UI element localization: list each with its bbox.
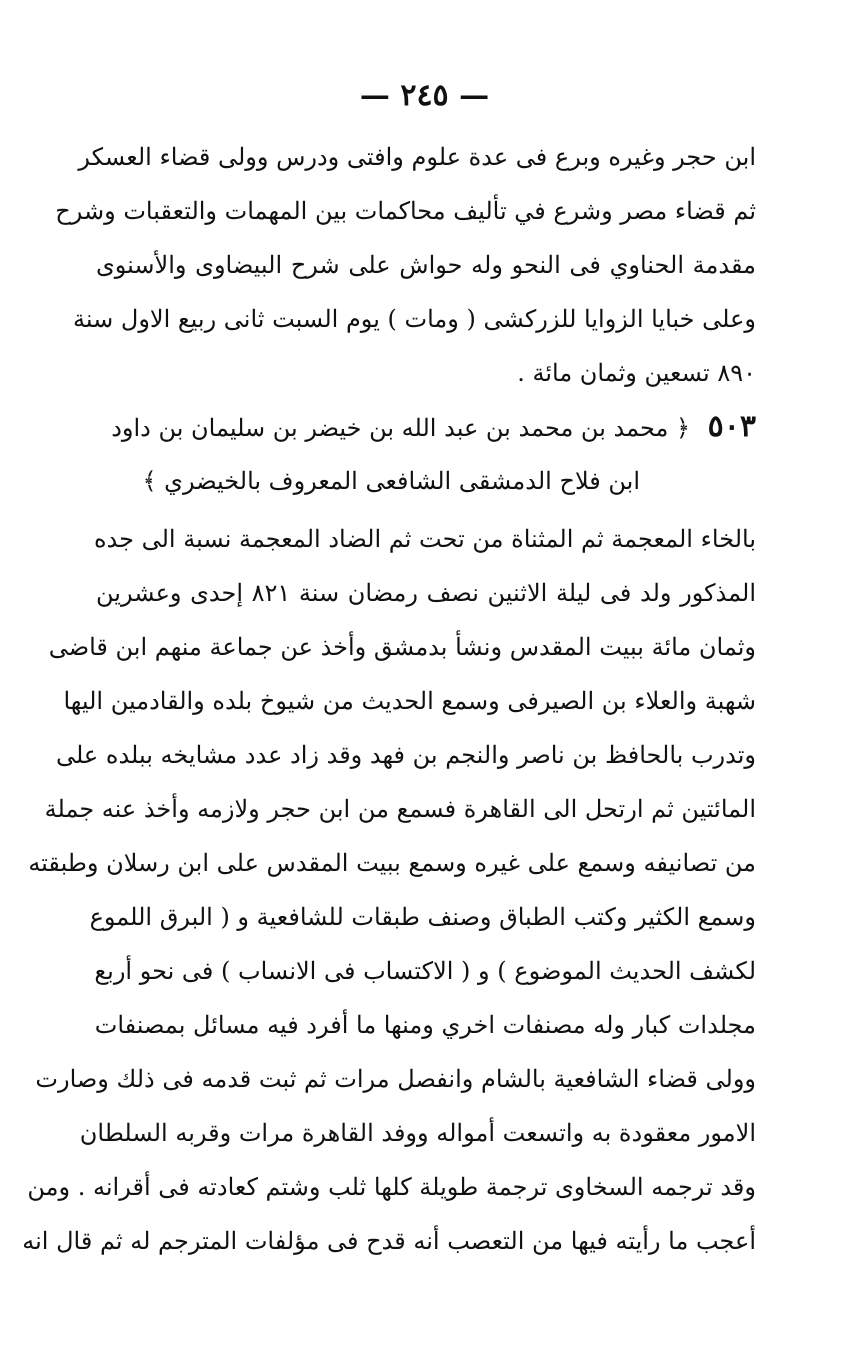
text-line: من تصانيفه وسمع على غيره وسمع ببيت المقدس على ابن رسلان وطبقته <box>28 849 756 877</box>
text-line: وولى قضاء الشافعية بالشام وانفصل مرات ثم ثبت قدمه فى ذلك وصارت <box>35 1065 756 1093</box>
text-line: ٨٩٠ تسعين وثمان مائة . <box>517 359 756 387</box>
text-line: ابن حجر وغيره وبرع فى عدة علوم وافتى ودرس وولى قضاء العسكر <box>78 143 756 171</box>
text-line: المائتين ثم ارتحل الى القاهرة فسمع من ابن حجر ولازمه وأخذ عنه جملة <box>44 795 756 823</box>
text-line: وعلى خبايا الزوايا للزركشى ( ومات ) يوم السبت ثانى ربيع الاول سنة <box>73 305 756 333</box>
text-line: ثم قضاء مصر وشرع في تأليف محاكمات بين المهمات والتعقبات وشرح <box>55 197 756 225</box>
entry-number: ٥٠٣ <box>707 409 756 444</box>
text-line: وتدرب بالحافظ بن ناصر والنجم بن فهد وقد زاد عدد مشايخه ببلده على <box>55 741 756 769</box>
text-line: مجلدات كبار وله مصنفات اخري ومنها ما أفرد فيه مسائل بمصنفات <box>94 1011 756 1039</box>
text-line: الامور معقودة به واتسعت أمواله ووفد القاهرة مرات وقربه السلطان <box>79 1119 756 1147</box>
text-line: وقد ترجمه السخاوى ترجمة طويلة كلها ثلب وشتم كعادته فى أقرانه . ومن <box>27 1173 756 1201</box>
text-line: لكشف الحديث الموضوع ) و ( الاكتساب فى الانساب ) فى نحو أربع <box>94 957 756 985</box>
entry-title: ﴿ محمد بن محمد بن عبد الله بن خيضر بن سليمان بن داود <box>111 414 691 442</box>
text-line: شهبة والعلاء بن الصيرفى وسمع الحديث من شيوخ بلده والقادمين اليها <box>63 687 756 715</box>
text-line: مقدمة الحناوي فى النحو وله حواش على شرح البيضاوى والأسنوى <box>96 251 756 279</box>
entry-heading <box>86 400 756 454</box>
text-line: بالخاء المعجمة ثم المثناة من تحت ثم الضاد المعجمة نسبة الى جده <box>93 525 756 553</box>
text-line: وسمع الكثير وكتب الطباق وصنف طبقات للشافعية و ( البرق اللموع <box>89 903 756 931</box>
page-number: — ٢٤٥ — <box>359 78 490 113</box>
text-line: وثمان مائة ببيت المقدس ونشأ بدمشق وأخذ عن جماعة منهم ابن قاضى <box>48 633 756 661</box>
entry-subtitle: ابن فلاح الدمشقى الشافعى المعروف بالخيضري ﴾ <box>142 467 640 495</box>
text-line: المذكور ولد فى ليلة الاثنين نصف رمضان سنة ٨٢١ إحدى وعشرين <box>96 579 757 607</box>
text-line: أعجب ما رأيته فيها من التعصب أنه قدح فى مؤلفات المترجم له ثم قال انه <box>22 1227 756 1255</box>
